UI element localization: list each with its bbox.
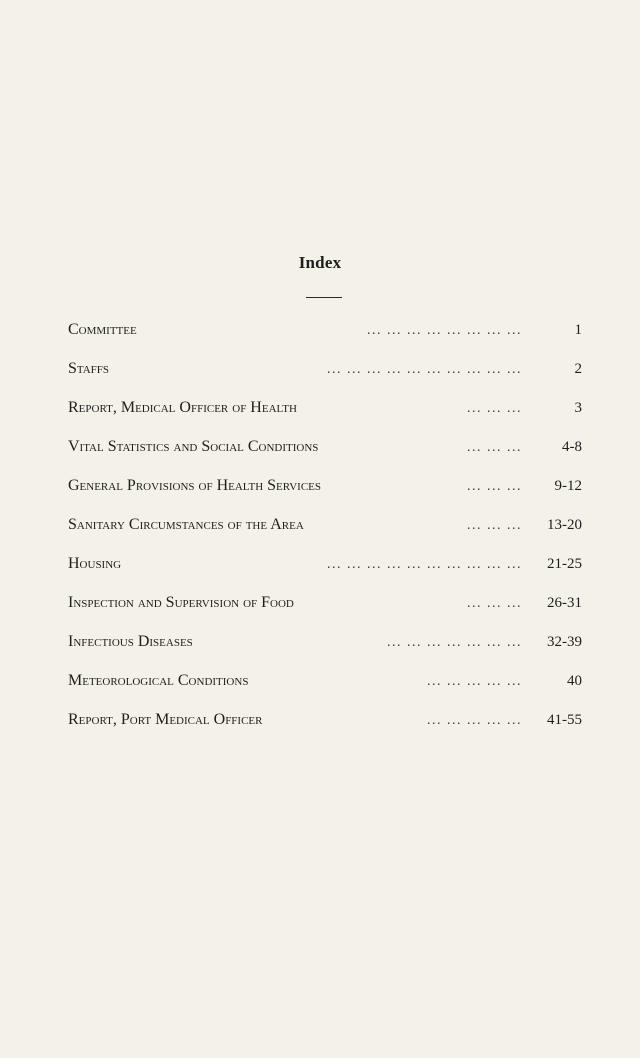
entry-page-number: 4-8 bbox=[562, 439, 582, 455]
dot-leader: ... ... ... ... ... ... ... ... ... ... bbox=[327, 557, 522, 572]
dot-leader: ... ... ... bbox=[467, 479, 522, 494]
index-entry-food-inspection bbox=[68, 591, 582, 630]
dot-leader: ... ... ... bbox=[467, 440, 522, 455]
entry-title: Vital Statistics and Social Conditions bbox=[68, 438, 319, 455]
dot-leader: ... ... ... ... ... bbox=[427, 713, 522, 728]
dot-leader: ... ... ... bbox=[467, 518, 522, 533]
entry-page-number: 3 bbox=[574, 400, 582, 416]
index-entry-sanitary-circumstances bbox=[68, 513, 582, 552]
dot-leader: ... ... ... ... ... ... ... ... bbox=[367, 323, 522, 338]
index-entry-committee bbox=[68, 318, 582, 357]
dot-leader: ... ... ... ... ... bbox=[427, 674, 522, 689]
index-entry-housing bbox=[68, 552, 582, 591]
entry-title: Report, Port Medical Officer bbox=[68, 711, 263, 728]
dot-leader: ... ... ... bbox=[467, 596, 522, 611]
entry-page-number: 2 bbox=[574, 361, 582, 377]
entry-title: Sanitary Circumstances of the Area bbox=[68, 516, 304, 533]
entry-title: Report, Medical Officer of Health bbox=[68, 399, 297, 416]
entry-page-number: 9-12 bbox=[554, 478, 582, 494]
entry-page-number: 40 bbox=[567, 673, 582, 689]
entry-page-number: 41-55 bbox=[547, 712, 582, 728]
entry-page-number: 32-39 bbox=[547, 634, 582, 650]
index-entry-port-medical-officer bbox=[68, 708, 582, 747]
index-entry-infectious-diseases bbox=[68, 630, 582, 669]
entry-title: Meteorological Conditions bbox=[68, 672, 249, 689]
dot-leader: ... ... ... bbox=[467, 401, 522, 416]
page-title: Index bbox=[298, 253, 342, 272]
entry-page-number: 13-20 bbox=[547, 517, 582, 533]
entry-title: Housing bbox=[68, 555, 122, 572]
index-entry-general-provisions bbox=[68, 474, 582, 513]
entry-title: Staffs bbox=[68, 360, 110, 377]
entry-page-number: 21-25 bbox=[547, 556, 582, 572]
dot-leader: ... ... ... ... ... ... ... ... ... ... bbox=[327, 362, 522, 377]
entry-title: Inspection and Supervision of Food bbox=[68, 594, 294, 611]
index-entry-staffs bbox=[68, 357, 582, 396]
index-entry-report-moh bbox=[68, 396, 582, 435]
index-entry-meteorological bbox=[68, 669, 582, 708]
entry-page-number: 26-31 bbox=[547, 595, 582, 611]
dot-leader: ... ... ... ... ... ... ... bbox=[387, 635, 522, 650]
entry-title: General Provisions of Health Services bbox=[68, 477, 322, 494]
entry-title: Infectious Diseases bbox=[68, 633, 193, 650]
title-rule bbox=[306, 297, 342, 298]
index-list bbox=[68, 318, 582, 747]
entry-page-number: 1 bbox=[574, 322, 582, 338]
index-entry-vital-statistics bbox=[68, 435, 582, 474]
entry-title: Committee bbox=[68, 321, 137, 338]
